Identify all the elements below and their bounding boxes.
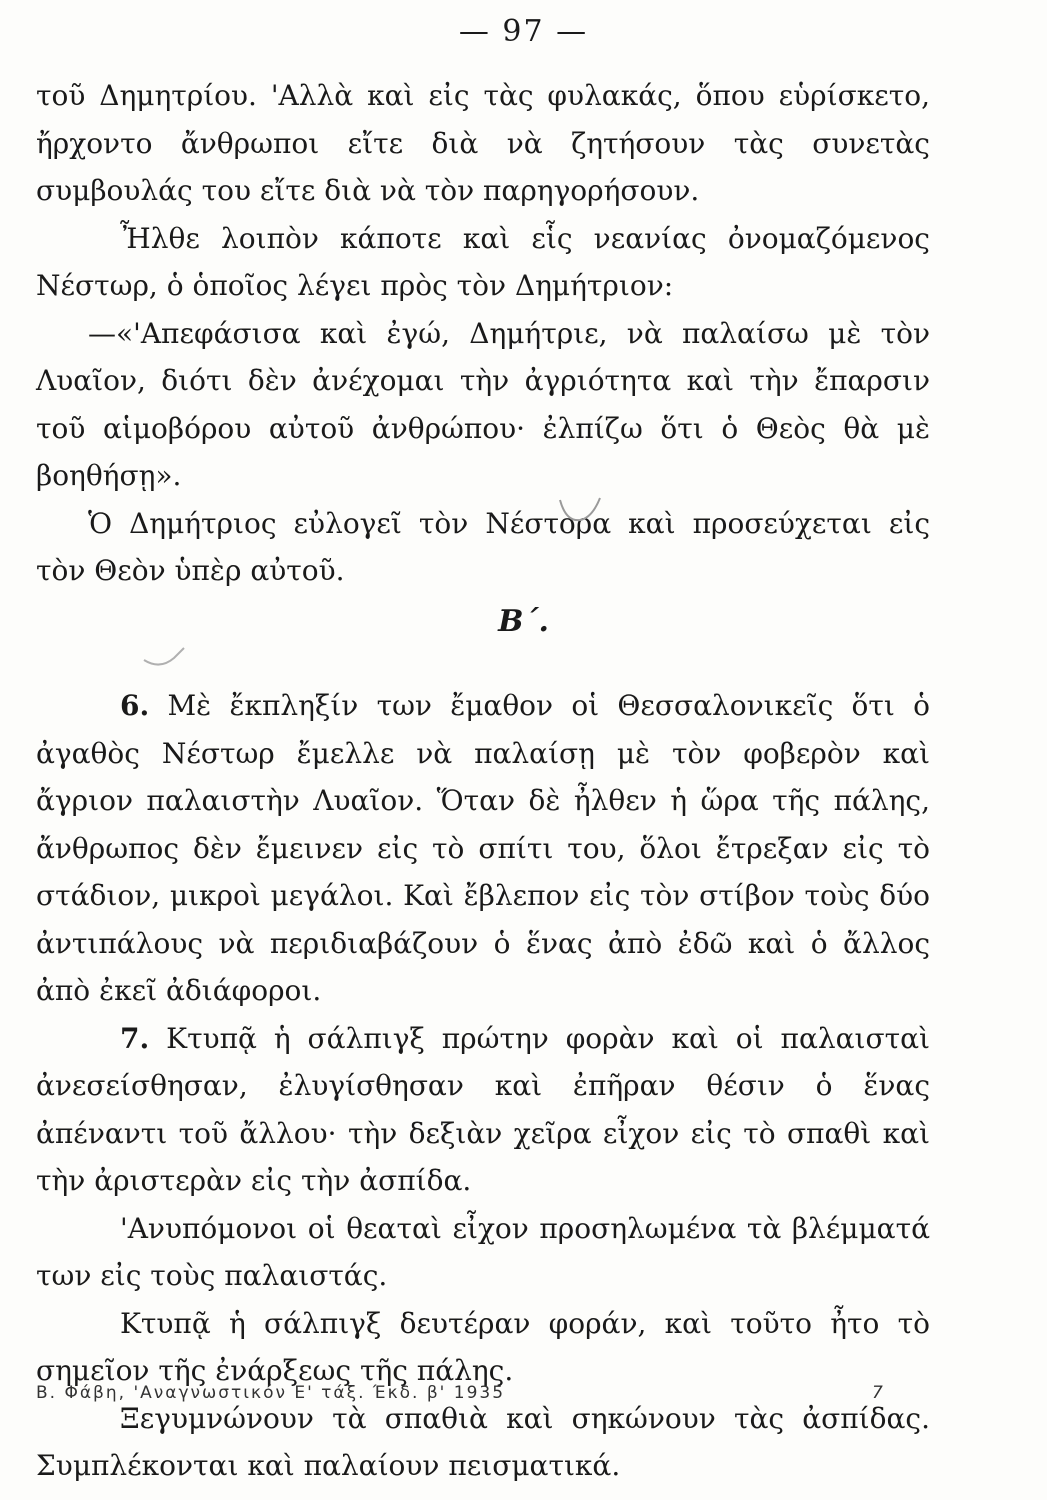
paragraph-text: Μὲ ἔκπληξίν των ἔμαθον οἱ Θεσσαλονικεῖς ὅτι ὁ ἀγαθὸς Νέστωρ ἔμελλε νὰ παλαίσῃ μὲ τὸν φοβερὸν καὶ ἄγριον παλαιστὴν Λυαῖον. Ὅταν δὲ ἦλθεν ἡ ὥρα τῆς πάλης, ἄνθρωπος δὲν ἔμεινεν εἰς τὸ σπίτι του, ὅλοι ἔτρεξαν εἰς τὸ στάδιον, μικροὶ μεγάλοι. Καὶ ἔβλεπον εἰς τὸν στίβον τοὺς δύο ἀντιπάλους νὰ περιδιαβάζουν ὁ ἕνας ἀπὸ ἐδῶ καὶ ὁ ἄλλος ἀπὸ ἐκεῖ ἀδιάφοροι.: [36, 689, 930, 1007]
paragraph-number: 7.: [120, 1021, 150, 1055]
paragraph: Κτυπᾷ ἡ σάλπιγξ δευτέραν φοράν, καὶ τοῦτο ἦτο τὸ σημεῖον τῆς ἐνάρξεως τῆς πάλης.: [36, 1306, 930, 1387]
section-a-text: [36, 72, 930, 595]
paragraph: Ὁ Δημήτριος εὐλογεῖ τὸν Νέστορα καὶ προσεύχεται εἰς τὸν Θεὸν ὑπὲρ αὐτοῦ.: [36, 506, 930, 587]
paragraph: Ἦλθε λοιπὸν κάποτε καὶ εἷς νεανίας ὀνομαζόμενος Νέστωρ, ὁ ὁποῖος λέγει πρὸς τὸν Δημήτριον:: [36, 221, 930, 302]
numbered-paragraph: [36, 682, 930, 1015]
footer-citation: Β. Φάβη, 'Αναγνωστικόν Ε' τάξ. Έκδ. β' 1935: [36, 1383, 506, 1403]
paragraph: τοῦ Δημητρίου. 'Αλλὰ καὶ εἰς τὰς φυλακάς, ὅπου εὑρίσκετο, ἤρχοντο ἄνθρωποι εἴτε διὰ νὰ ζητήσουν τὰς συνετὰς συμβουλάς του εἴτε διὰ νὰ τὸν παρηγορήσουν.: [36, 79, 930, 207]
paragraph: —«'Απεφάσισα καὶ ἐγώ, Δημήτριε, νὰ παλαίσω μὲ τὸν Λυαῖον, διότι δὲν ἀνέχομαι τὴν ἀγριότητα καὶ τὴν ἔπαρσιν τοῦ αἱμοβόρου αὐτοῦ ἀνθρώπου· ἐλπίζω ὅτι ὁ Θεὸς θὰ μὲ βοηθήσῃ».: [36, 316, 930, 492]
footer-signature-number: 7: [872, 1383, 883, 1403]
paragraph-text: Κτυπᾷ ἡ σάλπιγξ πρώτην φορὰν καὶ οἱ παλαισταὶ ἀνεσείσθησαν, ἐλυγίσθησαν καὶ ἐπῆραν θέσιν ὁ ἕνας ἀπέναντι τοῦ ἄλλου· τὴν δεξιὰν χεῖρα εἶχον εἰς τὸ σπαθὶ καὶ τὴν ἀριστερὰν εἰς τὴν ἀσπίδα.: [36, 1021, 930, 1197]
paragraph: Ξεγυμνώνουν τὰ σπαθιὰ καὶ σηκώνουν τὰς ἀσπίδας. Συμπλέκονται καὶ παλαίουν πεισματικά.: [36, 1401, 930, 1482]
page-number: — 97 —: [458, 14, 589, 49]
section-heading: Β΄.: [498, 604, 549, 639]
pencil-mark-icon: [140, 646, 188, 672]
section-b-text: [36, 682, 930, 1490]
paragraph-number: 6.: [120, 689, 150, 722]
numbered-paragraph: [36, 1015, 930, 1205]
paragraph: 'Ανυπόμονοι οἱ θεαταὶ εἶχον προσηλωμένα τὰ βλέμματά των εἰς τοὺς παλαιστάς.: [36, 1211, 930, 1292]
